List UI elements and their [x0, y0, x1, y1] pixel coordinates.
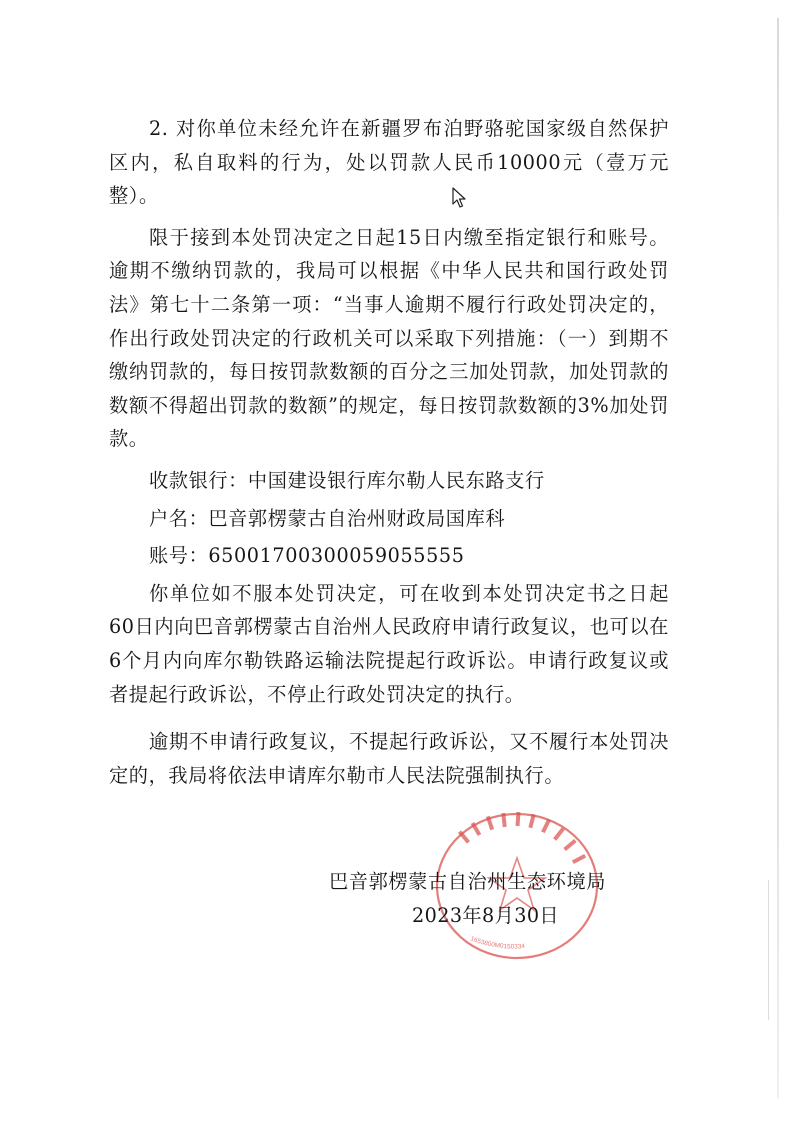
penalty-item-2: 2. 对你单位未经允许在新疆罗布泊野骆驼国家级自然保护区内，私自取料的行为，处以罚款人民币10000元（壹万元整）。	[109, 117, 669, 208]
issuing-authority: 巴音郭楞蒙古自治州生态环境局	[329, 870, 607, 893]
document-body	[109, 112, 669, 792]
account-number-line: 账号：65001700300059055555	[149, 544, 465, 568]
appeal-paragraph: 你单位如不服本处罚决定，可在收到本处罚决定书之日起60日内向巴音郭楞蒙古自治州人民政府申请行政复议，也可以在6个月内向库尔勒铁路运输法院提起行政诉讼。申请行政复议或者提起行政诉讼，不停止行政处罚决定的执行。	[109, 581, 669, 706]
svg-text:1653800M0150334	[469, 935, 525, 950]
receiving-bank-line: 收款银行：中国建设银行库尔勒人民东路支行	[149, 468, 545, 492]
arrow-pointer-icon	[452, 187, 468, 209]
payment-terms-paragraph: 限于接到本处罚决定之日起15日内缴至指定银行和账号。逾期不缴纳罚款的，我局可以根据《中华人民共和国行政处罚法》第七十二条第一项：“当事人逾期不履行行政处罚决定的，作出行政处罚决定的行政机关可以采取下列措施：（一）到期不缴纳罚款的，每日按罚款数额的百分之三加处罚款，加处罚款的数额不得超出罚款的数额”的规定，每日按罚款数额的3%加处罚款。	[109, 225, 669, 451]
seal-serial-text: 1653800M0150334	[469, 935, 526, 951]
account-name-line: 户名：巴音郭楞蒙古自治州财政局国库科	[149, 506, 506, 530]
scan-edge-line-secondary	[768, 880, 769, 1020]
issue-date: 2023年8月30日	[412, 904, 560, 927]
scan-edge-line	[777, 18, 779, 1098]
enforcement-paragraph: 逾期不申请行政复议，不提起行政诉讼，又不履行本处罚决定的，我局将依法申请库尔勒市人民法院强制执行。	[109, 730, 669, 787]
